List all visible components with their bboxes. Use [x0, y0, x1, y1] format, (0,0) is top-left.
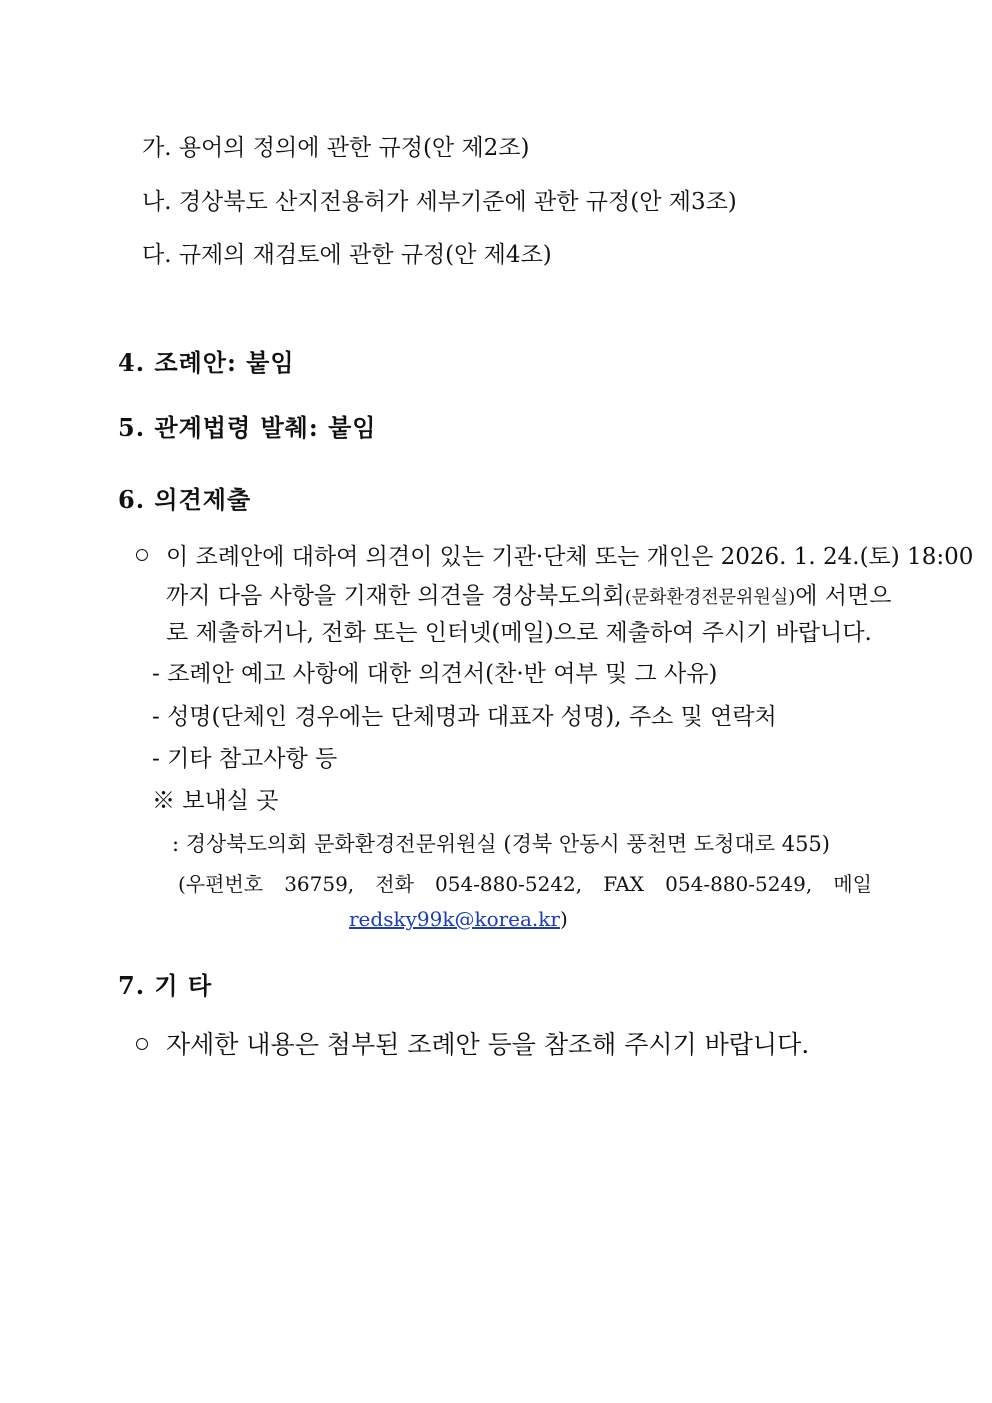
section-7-heading: 7. 기 타	[118, 971, 213, 1000]
provision-item-1: 가. 용어의 정의에 관한 규정(안 제2조)	[142, 135, 530, 161]
bullet-circle-icon	[136, 1038, 148, 1050]
fax-number: 054-880-5249,	[665, 872, 813, 896]
section-4-heading: 4. 조례안: 붙임	[118, 348, 295, 377]
requirement-item-2: - 성명(단체인 경우에는 단체명과 대표자 성명), 주소 및 연락처	[152, 704, 777, 730]
opinion-line-2	[166, 582, 891, 612]
mail-label: 메일	[833, 872, 872, 896]
opinion-line-1	[136, 543, 973, 571]
email-close-paren: )	[559, 907, 568, 931]
provision-item-2: 나. 경상북도 산지전용허가 세부기준에 관한 규정(안 제3조)	[142, 189, 737, 215]
bullet-circle-icon	[136, 549, 148, 561]
requirement-item-3: - 기타 참고사항 등	[152, 746, 338, 772]
address-line: : 경상북도의회 문화환경전문위원실 (경북 안동시 풍천면 도청대로 455)	[172, 832, 830, 856]
email-line	[349, 905, 568, 933]
etc-paragraph	[136, 1029, 809, 1061]
email-link[interactable]: redsky99k@korea.kr	[349, 907, 560, 931]
opinion-line-2c: 에 서면으	[795, 583, 892, 609]
tel-number: 054-880-5242,	[435, 872, 583, 896]
postal-label: (우편번호	[178, 872, 264, 896]
provision-item-3: 다. 규제의 재검토에 관한 규정(안 제4조)	[142, 242, 552, 268]
section-6-heading: 6. 의견제출	[118, 485, 252, 514]
postal-code: 36759,	[284, 872, 355, 896]
opinion-line-1-text: 이 조례안에 대하여 의견이 있는 기관·단체 또는 개인은 2026. 1. 24.(토) 18:00	[166, 544, 974, 570]
opinion-line-2b: (문화환경전문위원실)	[624, 587, 796, 608]
section-5-heading: 5. 관계법령 발췌: 붙임	[118, 413, 377, 442]
requirement-item-1: - 조례안 예고 사항에 대한 의견서(찬·반 여부 및 그 사유)	[152, 661, 718, 687]
opinion-line-3: 로 제출하거나, 전화 또는 인터넷(메일)으로 제출하여 주시기 바랍니다.	[166, 620, 872, 646]
tel-label: 전화	[375, 872, 414, 896]
fax-label: FAX	[603, 872, 645, 896]
opinion-line-2a: 까지 다음 사항을 기재한 의견을 경상북도의회	[166, 583, 625, 609]
send-to-note: ※ 보내실 곳	[152, 788, 279, 814]
contact-row	[178, 871, 872, 897]
etc-text: 자세한 내용은 첨부된 조례안 등을 참조해 주시기 바랍니다.	[166, 1030, 810, 1059]
